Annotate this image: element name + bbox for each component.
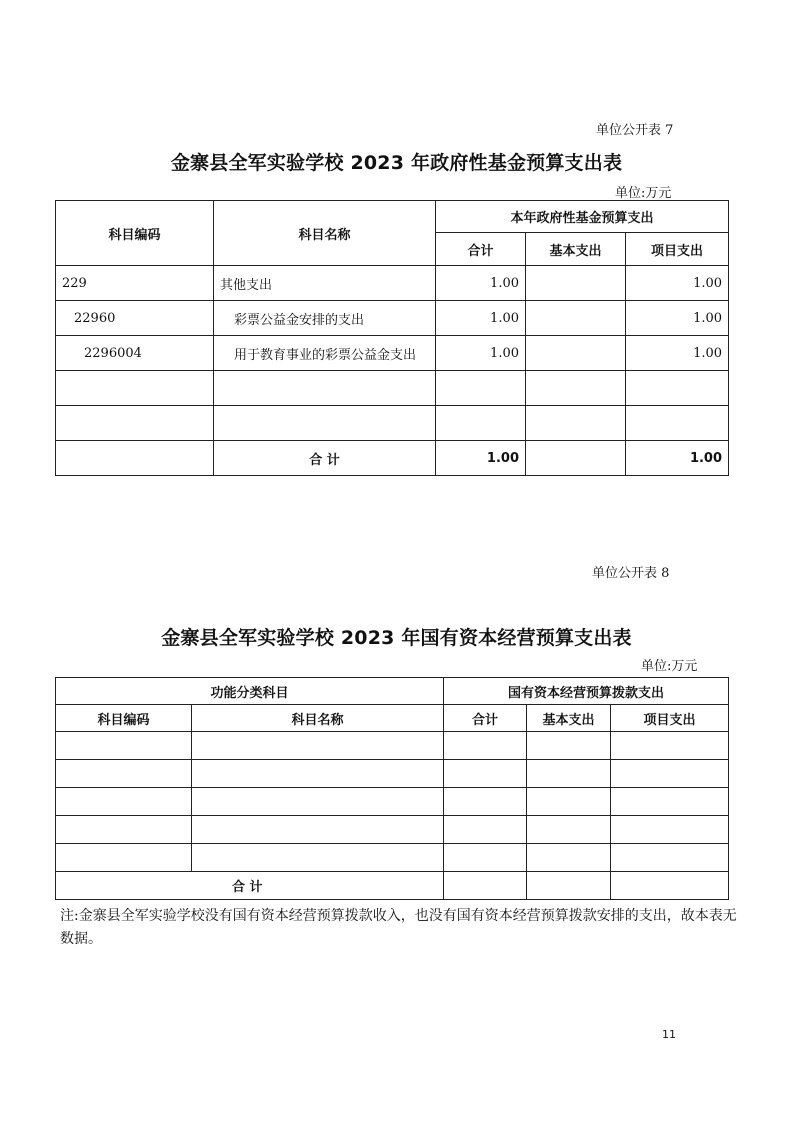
table-8-number: 单位公开表 8	[592, 566, 670, 581]
row-project: 1.00	[626, 301, 729, 336]
row-total: 1.00	[436, 266, 526, 301]
header-total: 合计	[436, 233, 526, 266]
header-func-group: 功能分类科目	[56, 678, 444, 705]
header-project: 项目支出	[611, 705, 729, 732]
row-code: 22960	[56, 301, 214, 336]
table-row	[56, 336, 729, 371]
total-row	[56, 441, 729, 476]
table-7-title: 金寨县全军实验学校 2023 年政府性基金预算支出表	[170, 152, 623, 174]
row-name: 其他支出	[214, 266, 436, 301]
header-total: 合计	[444, 705, 527, 732]
header-alloc-group: 国有资本经营预算拨款支出	[444, 678, 729, 705]
row-basic	[526, 266, 626, 301]
row-project: 1.00	[626, 266, 729, 301]
header-project: 项目支出	[626, 233, 729, 266]
row-total: 1.00	[436, 336, 526, 371]
table-row	[56, 301, 729, 336]
total-label: 合 计	[56, 872, 444, 900]
header-basic: 基本支出	[527, 705, 611, 732]
empty-row	[56, 760, 729, 788]
empty-row	[56, 816, 729, 844]
row-code: 229	[56, 266, 214, 301]
empty-row	[56, 732, 729, 760]
table-8-note: 注:金寨县全军实验学校没有国有资本经营预算拨款收入，也没有国有资本经营预算拨款安排的支出，故本表无数据。	[60, 908, 737, 947]
total-project: 1.00	[626, 441, 729, 476]
header-code: 科目编码	[56, 201, 214, 266]
empty-row	[56, 844, 729, 872]
row-basic	[526, 336, 626, 371]
state-capital-budget-table	[55, 677, 729, 900]
header-code: 科目编码	[56, 705, 192, 732]
total-label: 合 计	[214, 441, 436, 476]
row-name: 彩票公益金安排的支出	[214, 301, 436, 336]
empty-row	[56, 371, 729, 406]
table-7-number: 单位公开表 7	[596, 123, 674, 138]
empty-row	[56, 406, 729, 441]
table-8-unit: 单位:万元	[641, 659, 698, 674]
row-code: 2296004	[56, 336, 214, 371]
table-8-title: 金寨县全军实验学校 2023 年国有资本经营预算支出表	[161, 627, 632, 649]
row-project: 1.00	[626, 336, 729, 371]
total-basic	[526, 441, 626, 476]
empty-row	[56, 788, 729, 816]
government-fund-budget-table	[55, 200, 729, 476]
header-name: 科目名称	[214, 201, 436, 266]
header-name: 科目名称	[192, 705, 444, 732]
row-basic	[526, 301, 626, 336]
total-row	[56, 872, 729, 900]
header-group: 本年政府性基金预算支出	[436, 201, 729, 233]
page-number: 11	[662, 1028, 676, 1041]
table-row	[56, 266, 729, 301]
total-total: 1.00	[436, 441, 526, 476]
row-name: 用于教育事业的彩票公益金支出	[214, 336, 436, 371]
header-basic: 基本支出	[526, 233, 626, 266]
row-total: 1.00	[436, 301, 526, 336]
table-7-unit: 单位:万元	[615, 186, 672, 201]
